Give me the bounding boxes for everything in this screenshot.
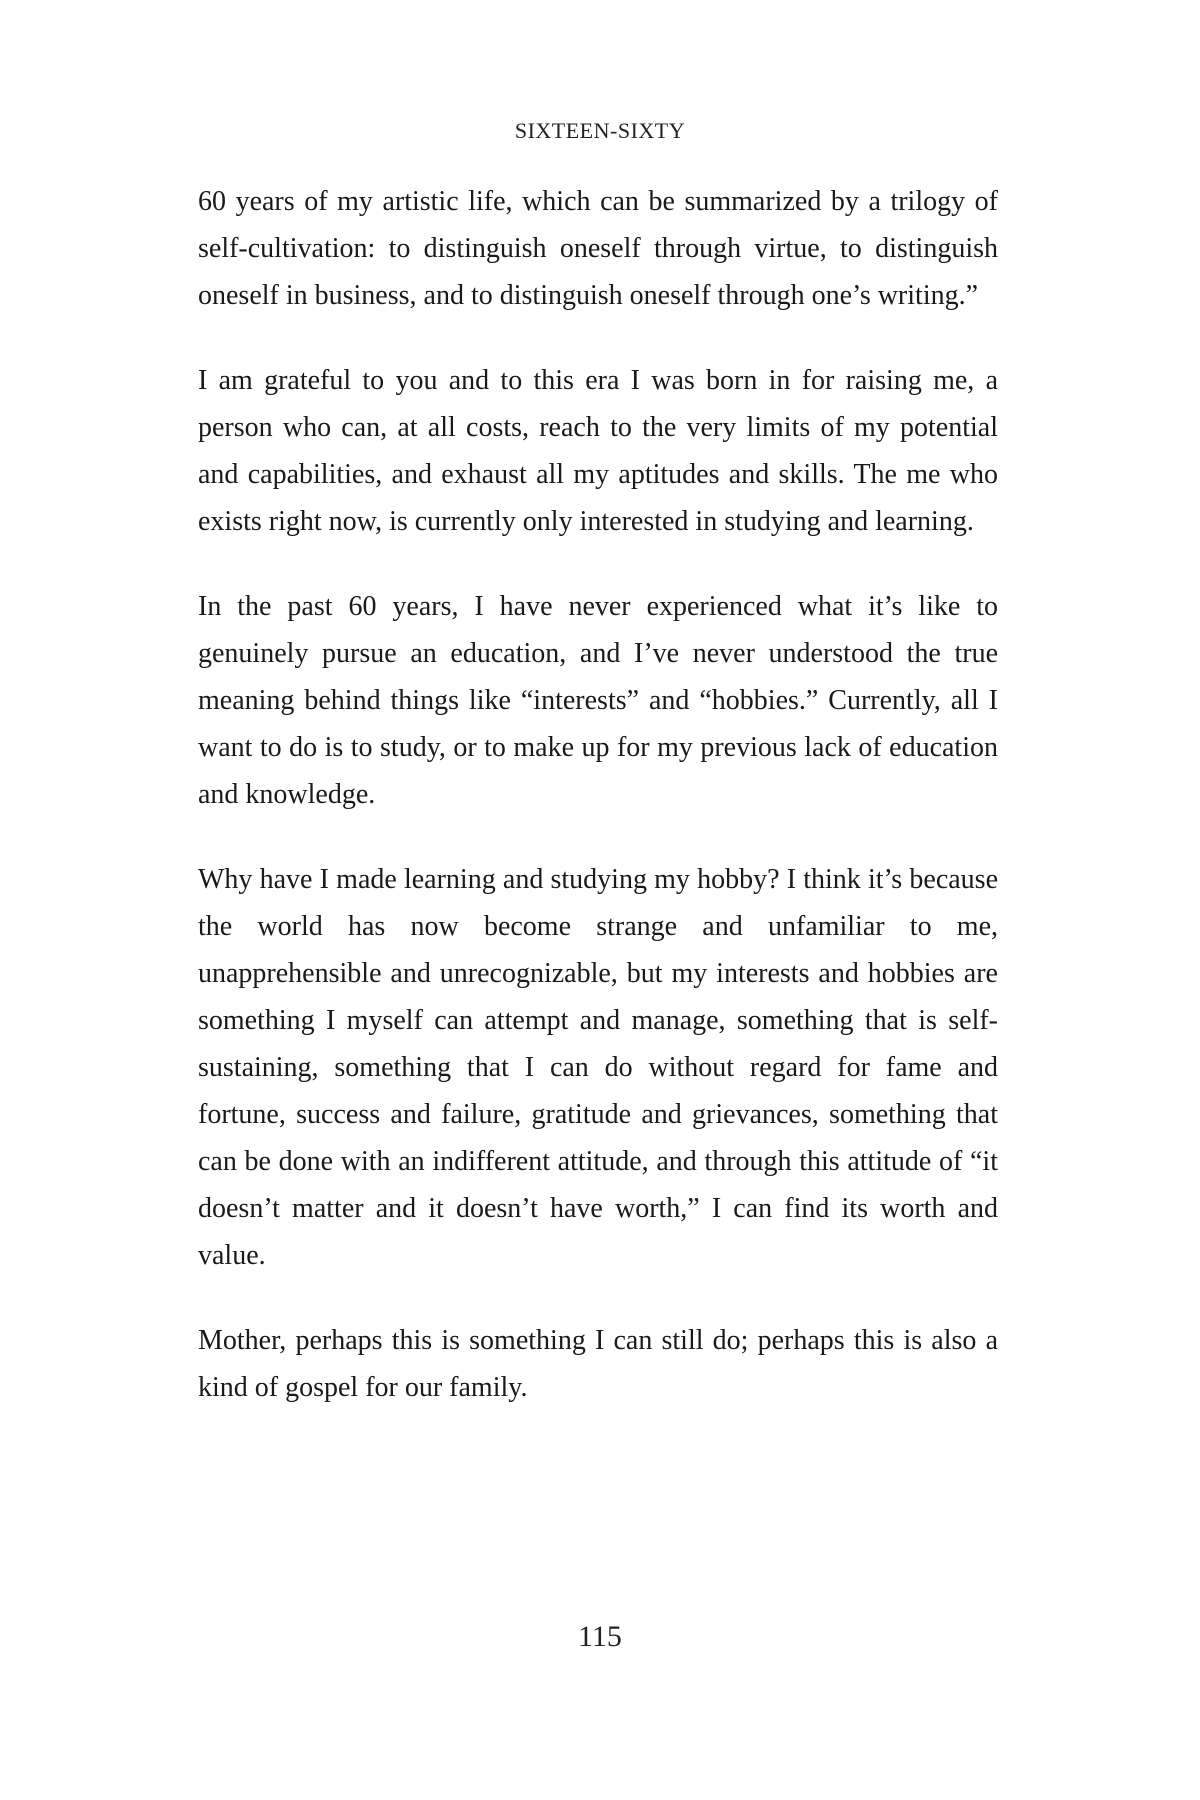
paragraph-4: Why have I made learning and studying my hobby? I think it’s because the world has now become strange and unfamiliar to me, unapprehensible and unrecognizable, but my interests and hobbies are something I myself can attempt and manage, something that is self-sustaining, something that I can do without regard for fame and fortune, success and failure, gratitude and grievances, something that can be done with an indifferent attitude, and through this attitude of “it doesn’t matter and it doesn’t have worth,” I can find its worth and value. xyxy=(198,864,998,1271)
paragraph-5: Mother, perhaps this is something I can still do; perhaps this is also a kind of gospel for our family. xyxy=(198,1325,998,1403)
paragraph-1: 60 years of my artistic life, which can be summarized by a trilogy of self-cultivation: to distinguish oneself through virtue, to distinguish oneself in business, and to distinguish oneself through one’s writing.” xyxy=(198,186,998,311)
paragraph-2: I am grateful to you and to this era I was born in for raising me, a person who can, at all costs, reach to the very limits of my potential and capabilities, and exhaust all my aptitudes and skills. The me who exists right now, is currently only interested in studying and learning. xyxy=(198,365,998,537)
page-number: 115 xyxy=(578,1620,622,1653)
body-text xyxy=(198,178,998,1449)
running-header: SIXTEEN-SIXTY xyxy=(514,118,686,143)
paragraph-3: In the past 60 years, I have never experienced what it’s like to genuinely pursue an education, and I’ve never understood the true meaning behind things like “interests” and “hobbies.” Currently, all I want to do is to study, or to make up for my previous lack of education and knowledge. xyxy=(198,591,998,810)
